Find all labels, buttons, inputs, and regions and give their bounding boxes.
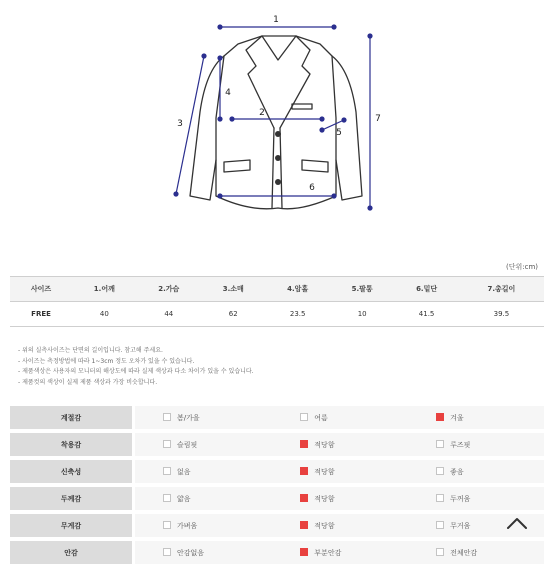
table-row <box>10 512 544 539</box>
unchecked-box-icon <box>163 440 171 448</box>
checked-box-icon <box>300 521 308 529</box>
table-row <box>10 431 544 458</box>
info-option-label: 적당함 <box>314 440 335 449</box>
info-option[interactable] <box>272 406 408 431</box>
measure-label-3: 3 <box>177 119 183 129</box>
info-option-label: 슬림핏 <box>177 440 198 449</box>
info-option-label: 부분안감 <box>314 548 342 557</box>
note-item: - 제품컷의 색상이 실제 제품 색상과 가장 비슷합니다. <box>18 378 158 386</box>
unchecked-box-icon <box>436 494 444 502</box>
table-row <box>10 458 544 485</box>
unchecked-box-icon <box>436 467 444 475</box>
info-option[interactable] <box>134 458 273 485</box>
unchecked-box-icon <box>163 494 171 502</box>
unit-note: (단위:cm) <box>505 263 538 271</box>
info-option[interactable] <box>272 539 408 566</box>
info-option[interactable] <box>272 431 408 458</box>
chevron-up-icon <box>506 516 528 530</box>
unchecked-box-icon <box>163 467 171 475</box>
info-option[interactable] <box>134 539 273 566</box>
size-cell: 41.5 <box>394 302 458 327</box>
info-option-label: 루즈핏 <box>450 440 471 449</box>
measure-label-5: 5 <box>336 128 342 138</box>
info-option[interactable] <box>272 512 408 539</box>
info-option[interactable] <box>408 539 544 566</box>
header-cell: 3.소매 <box>201 277 265 302</box>
jacket-button <box>275 179 281 185</box>
info-option-label: 봄/가을 <box>177 413 200 422</box>
info-option-label: 전체안감 <box>450 548 478 557</box>
table-row <box>10 302 544 327</box>
header-cell: 2.가슴 <box>137 277 201 302</box>
size-cell: 62 <box>201 302 265 327</box>
info-option-label: 두꺼움 <box>450 494 471 503</box>
measure-label-2: 2 <box>259 108 265 118</box>
checked-box-icon <box>300 440 308 448</box>
measure-label-6: 6 <box>309 183 315 193</box>
info-label: 무게감 <box>10 512 134 539</box>
info-option[interactable] <box>408 431 544 458</box>
unchecked-box-icon <box>436 521 444 529</box>
left-pocket <box>224 160 250 172</box>
info-option-label: 가벼움 <box>177 521 198 530</box>
table-row <box>10 539 544 566</box>
table-row <box>10 406 544 431</box>
right-lapel <box>280 36 310 128</box>
right-pocket <box>302 160 328 172</box>
info-option[interactable] <box>134 406 273 431</box>
unchecked-box-icon <box>436 440 444 448</box>
chest-pocket <box>292 104 312 109</box>
info-label: 안감 <box>10 539 134 566</box>
header-cell: 7.총길이 <box>459 277 544 302</box>
size-cell: FREE <box>10 302 72 327</box>
note-item: - 위의 실측사이즈는 단면의 길이입니다. 참고해 주세요. <box>18 347 163 354</box>
left-sleeve <box>190 56 224 200</box>
unchecked-box-icon <box>163 548 171 556</box>
note-item: - 사이즈는 측정방법에 따라 1~3cm 정도 오차가 있을 수 있습니다. <box>18 357 195 365</box>
size-table <box>10 276 544 327</box>
jacket-measurement-diagram <box>0 0 554 250</box>
info-option[interactable] <box>134 431 273 458</box>
product-info-table <box>10 406 544 568</box>
header-cell: 6.밑단 <box>394 277 458 302</box>
checked-box-icon <box>300 548 308 556</box>
checked-box-icon <box>300 494 308 502</box>
size-cell: 44 <box>137 302 201 327</box>
info-label: 두께감 <box>10 485 134 512</box>
size-cell: 39.5 <box>459 302 544 327</box>
unchecked-box-icon <box>163 413 171 421</box>
info-option-label: 적당함 <box>314 494 335 503</box>
measure-label-1: 1 <box>273 15 279 25</box>
jacket-button <box>275 131 281 137</box>
info-option-label: 없음 <box>177 467 191 476</box>
size-table-header <box>10 277 544 302</box>
measure-label-7: 7 <box>375 114 381 124</box>
header-cell: 5.팔통 <box>330 277 394 302</box>
info-option-label: 얇음 <box>177 494 191 503</box>
info-label: 신축성 <box>10 458 134 485</box>
checked-box-icon <box>300 467 308 475</box>
info-option-label: 겨울 <box>450 413 464 422</box>
info-option-label: 적당함 <box>314 467 335 476</box>
measure-label-4: 4 <box>225 88 231 98</box>
scroll-top-button[interactable] <box>500 508 534 538</box>
unchecked-box-icon <box>163 521 171 529</box>
jacket-button <box>275 155 281 161</box>
info-option[interactable] <box>134 512 273 539</box>
info-option[interactable] <box>134 485 273 512</box>
unchecked-box-icon <box>436 548 444 556</box>
checked-box-icon <box>436 413 444 421</box>
info-option[interactable] <box>408 458 544 485</box>
header-cell: 1.어깨 <box>72 277 136 302</box>
header-cell: 4.암홀 <box>265 277 329 302</box>
unchecked-box-icon <box>300 413 308 421</box>
table-row <box>10 485 544 512</box>
size-cell: 23.5 <box>265 302 329 327</box>
info-option-label: 무거움 <box>450 521 471 530</box>
info-label: 계절감 <box>10 406 134 431</box>
size-cell: 10 <box>330 302 394 327</box>
size-notes <box>18 346 254 388</box>
info-option-label: 좋음 <box>450 467 464 476</box>
info-label: 착용감 <box>10 431 134 458</box>
note-item: - 제품색상은 사용자의 모니터의 해상도에 따라 실제 색상과 다소 차이가 있을 수 있습니다. <box>18 368 254 375</box>
info-option-label: 적당함 <box>314 521 335 530</box>
header-cell: 사이즈 <box>10 277 72 302</box>
size-cell: 40 <box>72 302 136 327</box>
info-option[interactable] <box>408 406 544 431</box>
info-option[interactable] <box>272 458 408 485</box>
info-option-label: 안감없음 <box>177 548 205 557</box>
info-option-label: 여름 <box>314 413 328 422</box>
info-option[interactable] <box>272 485 408 512</box>
